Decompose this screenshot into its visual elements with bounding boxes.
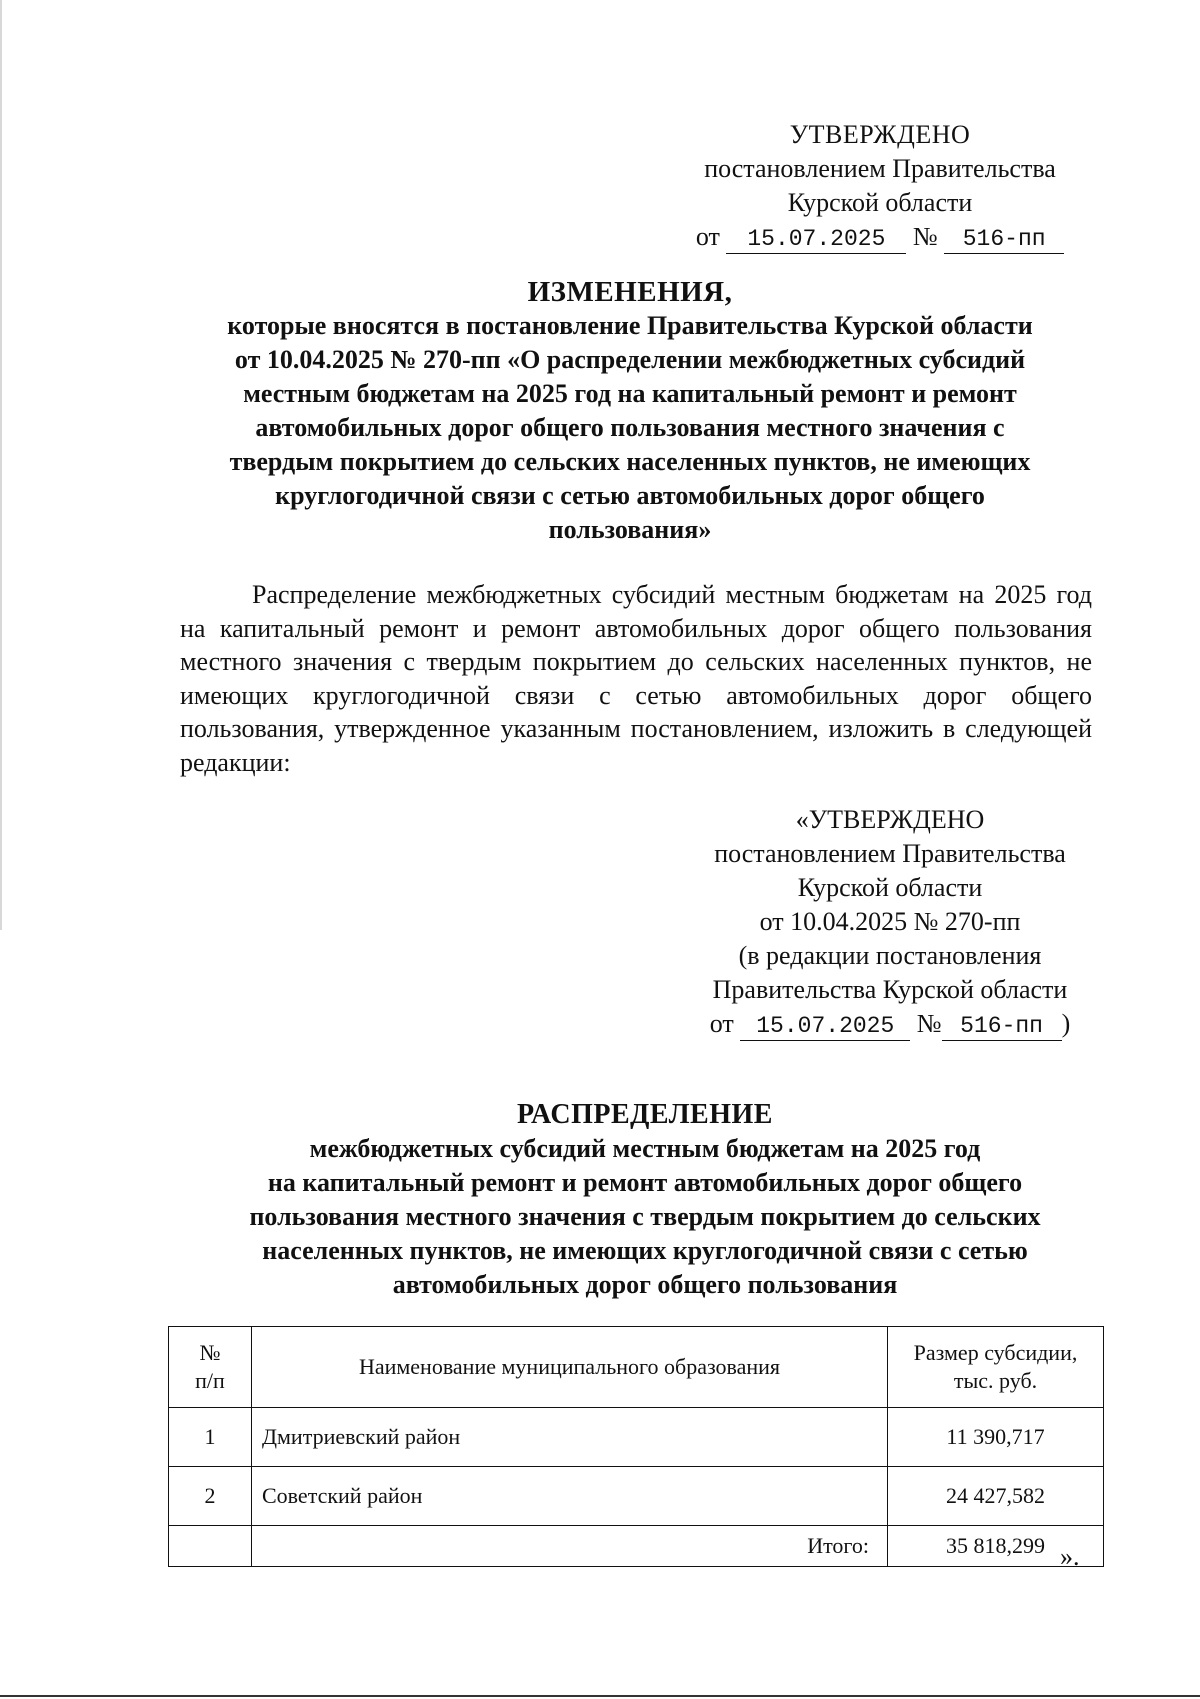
distribution-title: РАСПРЕДЕЛЕНИЕ [517,1099,773,1130]
approval2-line-2: Курской области [797,873,983,902]
scan-bottom-line [0,1695,1200,1697]
approval2-number: 516-пп [942,1012,1062,1041]
table-total-row [169,1526,1104,1567]
approval2-close-paren: ) [1061,1009,1071,1038]
approval2-line-1: постановлением Правительства [714,839,1066,868]
header-amount-line-1: Размер субсидии, [913,1340,1078,1365]
table-row [169,1467,1104,1526]
scan-edge-line [0,0,2,930]
header-num [169,1327,252,1408]
heading-line: пользования» [548,515,712,544]
table-row [169,1408,1104,1467]
distribution-line: автомобильных дорог общего пользования [392,1270,898,1299]
changes-heading [160,275,1100,547]
header-amount [888,1327,1104,1408]
distribution-line: межбюджетных субсидий местным бюджетам на 2025 год [309,1134,981,1163]
approval2-date: 15.07.2025 [740,1012,910,1041]
row-amount: 24 427,582 [888,1467,1104,1526]
approval-block-revised [680,803,1100,1041]
approval-date-prefix: от [695,222,720,251]
approval2-number-prefix: № [916,1009,942,1038]
heading-line: от 10.04.2025 № 270-пп «О распределении межбюджетных субсидий [234,345,1026,374]
row-num: 2 [169,1467,252,1526]
distribution-line: населенных пунктов, не имеющих круглогодичной связи с сетью [262,1236,1028,1265]
closing-quote: ». [1060,1542,1080,1571]
approval2-line-3: от 10.04.2025 № 270-пп [759,907,1021,936]
total-empty-cell [169,1526,252,1567]
approval-block [660,118,1100,254]
approval2-line-4: (в редакции постановления [738,941,1042,970]
distribution-line: на капитальный ремонт и ремонт автомобильных дорог общего [267,1168,1023,1197]
approval-title: УТВЕРЖДЕНО [789,120,971,149]
approval2-title: «УТВЕРЖДЕНО [795,805,985,834]
total-amount: 35 818,299 [888,1526,1104,1567]
approval2-date-prefix: от [709,1009,734,1038]
header-amount-line-2: тыс. руб. [953,1368,1038,1393]
heading-line: которые вносятся в постановление Правительства Курской области [227,311,1033,340]
approval-number: 516-пп [944,225,1064,254]
row-name: Советский район [252,1467,888,1526]
heading-line: местным бюджетам на 2025 год на капитальный ремонт и ремонт [243,379,1017,408]
heading-line: круглогодичной связи с сетью автомобильных дорог общего [275,481,985,510]
heading-line: автомобильных дорог общего пользования местного значения с [255,413,1005,442]
header-num-line-2: п/п [195,1368,225,1393]
heading-line: твердым покрытием до сельских населенных пунктов, не имеющих [229,447,1031,476]
body-paragraph-text: Распределение межбюджетных субсидий местным бюджетам на 2025 год на капитальный ремонт и ремонт автомобильных дорог общего пользования местного значения с твердым покрытием до сельских населенных пунктов, не имеющих круглогодичной связи с сетью автомобильных дорог общего пользования, утвержденное указанным постановлением, изложить в следующей редакции: [180,580,1092,777]
approval-number-prefix: № [912,222,938,251]
body-paragraph [180,578,1092,779]
total-label: Итого: [252,1526,888,1567]
approval-line-2: Курской области [787,188,973,217]
changes-title: ИЗМЕНЕНИЯ, [527,276,733,308]
approval2-date-line [680,1007,1100,1041]
distribution-heading [190,1098,1100,1302]
approval-line-1: постановлением Правительства [704,154,1056,183]
row-amount: 11 390,717 [888,1408,1104,1467]
row-num: 1 [169,1408,252,1467]
distribution-line: пользования местного значения с твердым покрытием до сельских [249,1202,1041,1231]
approval-date-line [660,220,1100,254]
table-header-row [169,1327,1104,1408]
header-name: Наименование муниципального образования [252,1327,888,1408]
subsidy-table [168,1326,1104,1567]
approval2-line-5: Правительства Курской области [712,975,1068,1004]
row-name: Дмитриевский район [252,1408,888,1467]
header-num-line-1: № [199,1340,221,1365]
approval-date: 15.07.2025 [726,225,906,254]
